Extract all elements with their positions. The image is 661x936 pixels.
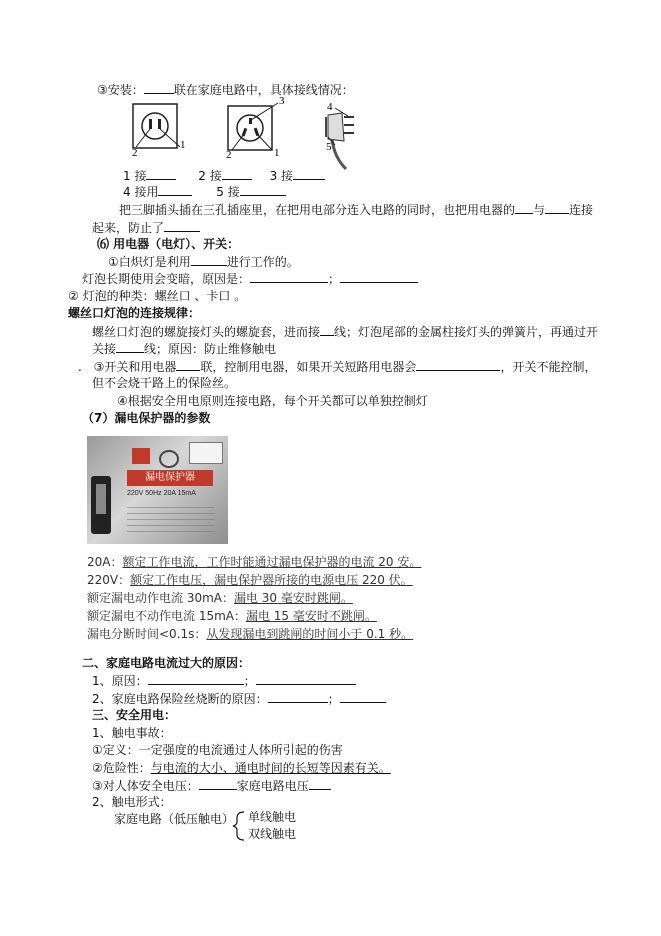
cause-label: 1、原因： [92, 674, 148, 688]
param-line [87, 627, 413, 641]
blank [116, 341, 144, 353]
connect-line-2 [123, 184, 286, 199]
brand-logo [132, 448, 150, 464]
socket-hole [149, 119, 152, 129]
blank [340, 691, 386, 703]
safety-heading: 三、安全用电： [92, 708, 177, 722]
blank [240, 184, 286, 196]
shock-accident: 1、触电事故： [92, 726, 172, 740]
appliance-heading: ⑹ 用电器（电灯）、开关： [97, 237, 240, 251]
fine-print [127, 502, 215, 532]
param-key: 20A： [87, 555, 123, 569]
connect-2: 2 接 [198, 169, 222, 183]
label-2: 2 [132, 147, 138, 159]
blank [268, 691, 328, 703]
bulb-text: 进行工作的。 [226, 255, 299, 269]
rule-line-1 [92, 324, 598, 339]
label-1: 1 [274, 147, 280, 159]
voltage-label: ③对人体安全电压： [92, 779, 199, 793]
param-desc: 漏电 30 毫安时跳闸。 [233, 591, 353, 605]
connect-4: 4 接用 [123, 185, 159, 199]
connect-line-1 [123, 168, 325, 183]
connect-5: 5 接 [216, 185, 240, 199]
blank [545, 202, 569, 214]
param-key: 额定漏电动作电流 30mA： [87, 591, 234, 605]
switch-text: 联，控制用电器，如果开关短路用电器会 [200, 360, 417, 374]
socket-hole [158, 119, 161, 129]
param-line [87, 609, 377, 623]
blank [199, 778, 237, 790]
socket-diagram [120, 95, 350, 175]
danger-text: 与电流的大小、通电时间的长短等因素有关。 [150, 761, 391, 775]
blank [176, 359, 200, 371]
param-key: 额定漏电不动作电流 15mA： [87, 609, 246, 623]
plug-line-2 [92, 220, 200, 235]
label-1: 1 [180, 139, 186, 151]
safe-connect-line: ④根据安全用电原则连接电路，每个开关都可以单独控制灯 [117, 394, 428, 408]
param-line [87, 573, 413, 587]
param-line [87, 591, 353, 605]
blank [256, 673, 356, 685]
overcurrent-heading: 二、家庭电路电流过大的原因： [82, 656, 251, 670]
socket-hole [249, 118, 252, 124]
breaker-photo [87, 436, 228, 544]
test-button [189, 442, 223, 464]
bulb-text: ①白炽灯是利用 [108, 255, 191, 269]
param-key: 漏电分断时间<0.1s： [87, 627, 207, 641]
param-desc: 额定工作电压，漏电保护器所接的电源电压 220 伏。 [130, 573, 413, 587]
blank [416, 359, 500, 371]
breaker-toggle [96, 484, 106, 514]
label-4: 4 [327, 101, 333, 113]
install-text: 联在家庭电路中，具体接线情况： [173, 83, 354, 97]
connect-3: 3 接 [269, 169, 294, 183]
single-wire-shock: 单线触电 [248, 810, 297, 824]
blank [515, 202, 533, 214]
param-line [87, 555, 421, 569]
aging-text: 灯泡长期使用会变暗，原因是： [82, 272, 251, 286]
install-prefix: ③安装： [97, 83, 144, 97]
plug-text: 与 [533, 203, 546, 217]
safe-voltage [92, 778, 331, 793]
rule-text: 关接 [92, 342, 117, 356]
param-desc: 漏电 15 毫安时不跳闸。 [245, 609, 377, 623]
plug-text: 连接 [569, 203, 594, 217]
blank [144, 82, 174, 94]
switch-line [78, 359, 596, 374]
rule-line-2 [92, 341, 276, 356]
param-desc: 从发现漏电到跳闸的时间小于 0.1 秒。 [206, 627, 414, 641]
plug-head [328, 113, 344, 141]
breaker-label: 漏电保护器 [127, 470, 213, 486]
separator: ； [327, 692, 340, 706]
bulb-line [108, 254, 299, 269]
blank [293, 168, 325, 180]
switch-text: ，开关不能控制， [500, 360, 597, 374]
separator: ； [328, 272, 341, 286]
blank [340, 271, 418, 283]
home-circuit: 家庭电路（低压触电） [114, 812, 235, 826]
fuse-cause [92, 691, 386, 706]
plug-text: 把三脚插头插在三孔插座里，在把用电部分连入电路的同时，也把用电器的 [119, 203, 516, 217]
shock-danger [92, 761, 391, 775]
shock-types: 2、触电形式： [92, 795, 172, 809]
separator: ； [243, 674, 256, 688]
blank [146, 168, 176, 180]
label-5: 5 [326, 141, 332, 153]
voltage-text: 家庭电路电压 [236, 779, 309, 793]
connect-1: 1 接 [123, 169, 147, 183]
rule-heading: 螺丝口灯泡的连接规律： [68, 306, 201, 320]
shock-definition: ①定义：一定强度的电流通过人体所引起的伤害 [92, 743, 343, 757]
brace-icon [232, 810, 246, 842]
blank [158, 184, 192, 196]
blank [222, 168, 252, 180]
param-key: 220V： [87, 573, 131, 587]
breaker-specs: 220V 50Hz 20A 15mA [127, 490, 196, 497]
blank [164, 220, 200, 232]
blank [320, 324, 334, 336]
rule-text: 线；原因：防止维修触电 [144, 342, 277, 356]
breaker-heading: （7）漏电保护器的参数 [82, 411, 211, 425]
ccc-mark [159, 450, 179, 468]
blank [148, 673, 244, 685]
switch-line-2: 但不会烧干路上的保险丝。 [92, 376, 237, 390]
two-hole-socket-frame [133, 104, 177, 148]
bulb-types: ② 灯泡的种类：螺丝口 、卡口 。 [68, 289, 247, 303]
rule-text: 线；灯泡尾部的金属柱接灯头的弹簧片，再通过开 [334, 325, 599, 339]
plug-text: 起来，防止了 [92, 221, 165, 235]
param-desc: 额定工作电流，工作时能通过漏电保护器的电流 20 安。 [122, 555, 422, 569]
dot: . [78, 360, 82, 374]
blank [191, 254, 227, 266]
double-wire-shock: 双线触电 [248, 827, 297, 841]
label-3: 3 [279, 95, 285, 107]
danger-label: ②危险性： [92, 761, 151, 775]
blank [309, 778, 331, 790]
plug-line [119, 202, 593, 217]
fuse-label: 2、家庭电路保险丝烧断的原因： [92, 692, 268, 706]
aging-line [82, 271, 418, 286]
overcurrent-cause [92, 673, 356, 688]
label-2: 2 [226, 149, 232, 161]
switch-text: ③开关和用电器 [93, 360, 177, 374]
rule-text: 螺丝口灯泡的螺旋接灯头的螺旋套，进而接 [92, 325, 321, 339]
blank [250, 271, 328, 283]
